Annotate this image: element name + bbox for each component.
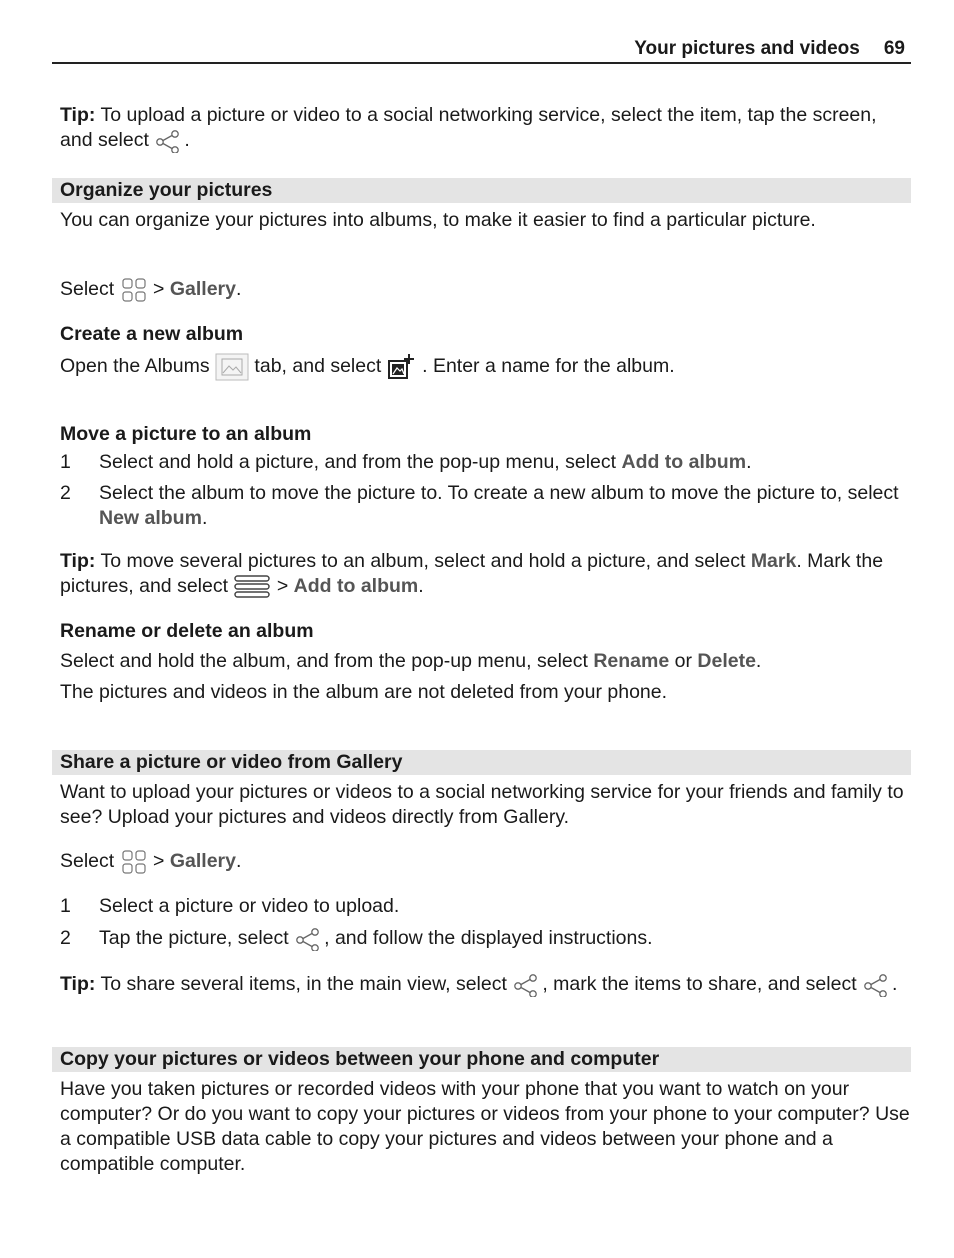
- header-title: Your pictures and videos: [634, 38, 860, 59]
- tip-move: Tip: To move several pictures to an album, select and hold a picture, and select Mark. Mark the pictures, and select > Add to album.: [60, 549, 910, 600]
- rename-body: Select and hold the album, and from the pop-up menu, select Rename or Delete.: [60, 650, 762, 672]
- list-item: 2 Tap the picture, select , and follow the displayed instructions.: [60, 926, 910, 951]
- rename-heading: Rename or delete an album: [60, 620, 314, 642]
- page-number: 69: [883, 38, 905, 59]
- organize-body: You can organize your pictures into albums, to make it easier to find a particular picture.: [60, 209, 816, 231]
- albums-tab-icon: [215, 353, 249, 381]
- section-organize: Organize your pictures: [52, 178, 911, 203]
- menu-icon: [233, 574, 271, 600]
- share-select: Select > Gallery.: [60, 849, 910, 875]
- copy-body: Have you taken pictures or recorded videos with your phone that you want to watch on your computer? Or do you want to copy your pictures or videos from your phone to your computer? Use a compatible USB data cable to copy your pictures and videos between your phone and a compatible computer.: [60, 1078, 910, 1175]
- tip-upload: Tip: To upload a picture or video to a social networking service, select the item, tap the screen, and select .: [60, 103, 910, 153]
- page-header: [52, 36, 911, 64]
- move-heading: Move a picture to an album: [60, 423, 312, 445]
- section-copy: Copy your pictures or videos between your phone and computer: [52, 1047, 911, 1072]
- list-item: 1 Select a picture or video to upload.: [60, 895, 400, 917]
- add-album-icon: [387, 353, 417, 381]
- share-icon: [294, 927, 324, 951]
- share-body: Want to upload your pictures or videos to a social networking service for your friends and family to see? Upload your pictures and videos directly from Gallery.: [60, 781, 904, 828]
- share-icon: [862, 973, 892, 997]
- list-item: 1 Select and hold a picture, and from the pop-up menu, select Add to album.: [60, 451, 752, 473]
- section-share: Share a picture or video from Gallery: [52, 750, 911, 775]
- share-icon: [512, 973, 542, 997]
- organize-select: Select > Gallery.: [60, 277, 910, 303]
- create-heading: Create a new album: [60, 323, 244, 345]
- create-body: Open the Albums tab, and select . Enter a name for the album.: [60, 353, 910, 381]
- rename-note: The pictures and videos in the album are not deleted from your phone.: [60, 681, 668, 703]
- tip-share: Tip: To share several items, in the main view, select , mark the items to share, and select .: [60, 972, 910, 997]
- list-item: 2 Select the album to move the picture to. To create a new album to move the picture to, select New album.: [60, 482, 899, 529]
- apps-grid-icon: [120, 849, 148, 875]
- apps-grid-icon: [120, 277, 148, 303]
- share-icon: [154, 129, 184, 153]
